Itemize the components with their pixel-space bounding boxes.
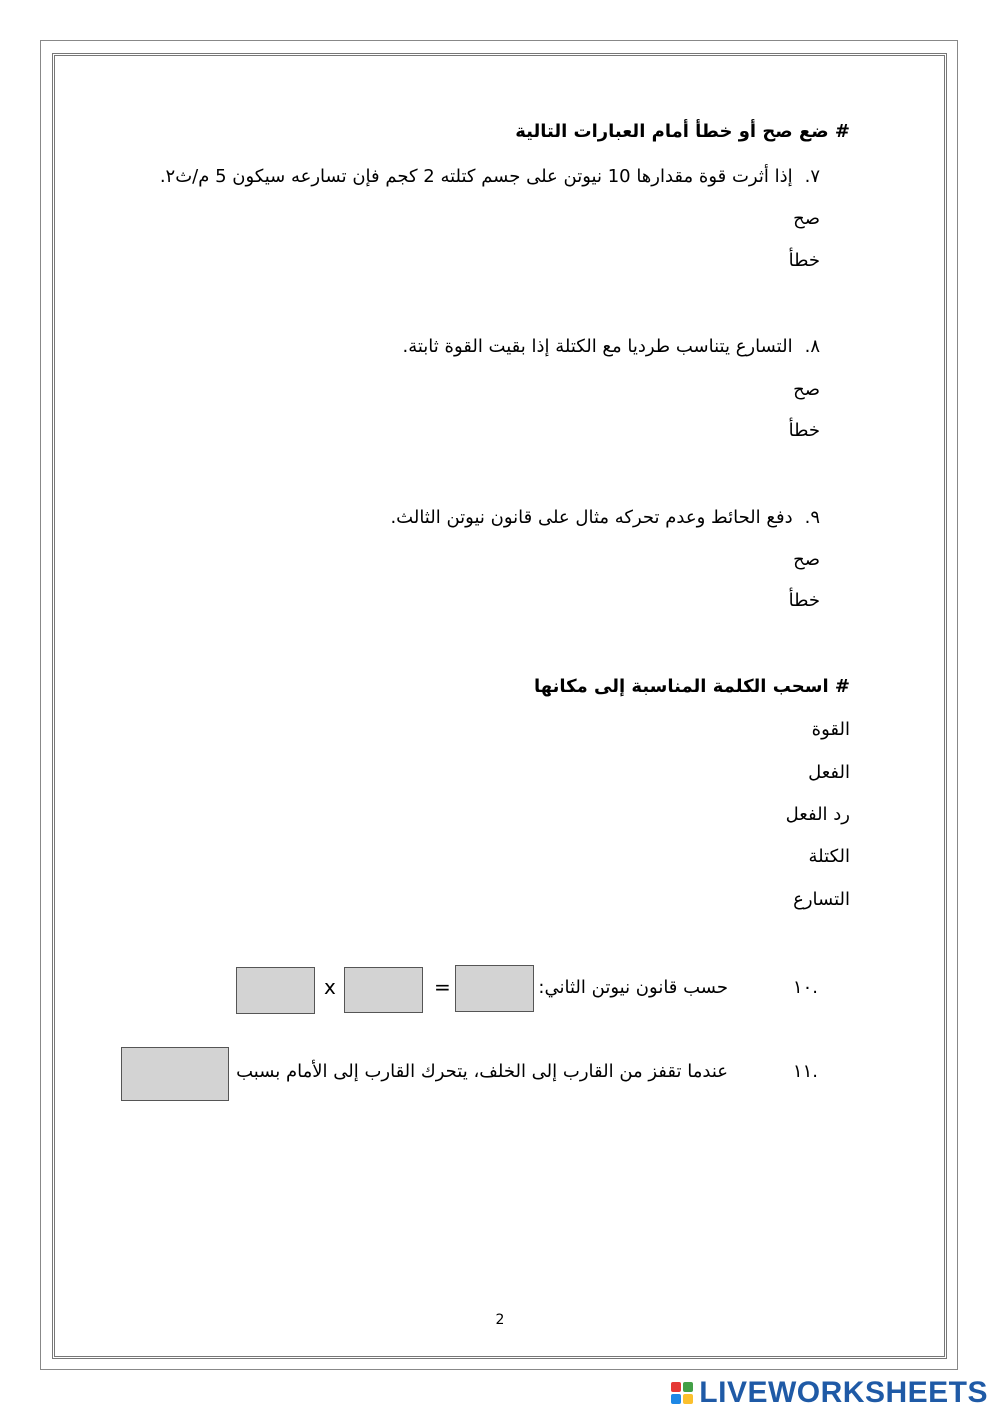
drag-word-reaction[interactable]: رد الفعل	[785, 804, 850, 825]
logo-square-yellow	[683, 1394, 693, 1404]
drag-word-action[interactable]: الفعل	[808, 762, 850, 783]
question-7-number: ٧.	[804, 166, 820, 187]
liveworksheets-brand[interactable]	[671, 1376, 988, 1410]
section1-heading: # ضع صح أو خطأ أمام العبارات التالية	[515, 121, 850, 142]
question-11-text: عندما تقفز من القارب إلى الخلف، يتحرك القارب إلى الأمام بسبب	[236, 1061, 728, 1082]
option-false-9[interactable]: خطأ	[788, 590, 820, 611]
question-8-text: التسارع يتناسب طرديا مع الكتلة إذا بقيت القوة ثابتة.	[402, 336, 793, 357]
question-8	[402, 336, 820, 357]
drag-word-acceleration[interactable]: التسارع	[793, 889, 850, 910]
option-true-8[interactable]: صح	[793, 379, 820, 400]
equals-sign: =	[434, 975, 451, 999]
drop-box-acceleration[interactable]	[236, 967, 315, 1014]
section2-heading: # اسحب الكلمة المناسبة إلى مكانها	[533, 676, 850, 697]
drag-word-force[interactable]: القوة	[811, 719, 850, 740]
drop-box-reason[interactable]	[121, 1047, 229, 1101]
logo-square-green	[683, 1382, 693, 1392]
option-true-9[interactable]: صح	[793, 549, 820, 570]
drop-box-mass[interactable]	[344, 967, 423, 1013]
page-number: 2	[495, 1312, 505, 1328]
question-9-text: دفع الحائط وعدم تحركه مثال على قانون نيوتن الثالث.	[390, 507, 793, 528]
times-sign: x	[324, 975, 336, 999]
liveworksheets-text: LIVEWORKSHEETS	[699, 1376, 988, 1409]
option-true-7[interactable]: صح	[793, 208, 820, 229]
question-10-text: حسب قانون نيوتن الثاني:	[538, 977, 728, 998]
question-7-text: إذا أثرت قوة مقدارها 10 نيوتن على جسم كتلته 2 كجم فإن تسارعه سيكون 5 م/ث٢.	[159, 166, 793, 187]
question-10-number: .١٠	[792, 977, 818, 998]
question-8-number: ٨.	[804, 336, 820, 357]
question-9-number: ٩.	[804, 507, 820, 528]
logo-square-blue	[671, 1394, 681, 1404]
drop-box-force[interactable]	[455, 965, 534, 1012]
option-false-8[interactable]: خطأ	[788, 420, 820, 441]
question-7	[160, 166, 820, 187]
page-border-inner	[52, 53, 947, 1359]
logo-square-red	[671, 1382, 681, 1392]
question-9	[390, 507, 820, 528]
option-false-7[interactable]: خطأ	[788, 250, 820, 271]
question-11-number: .١١	[792, 1061, 818, 1082]
liveworksheets-logo-icon	[671, 1382, 693, 1404]
drag-word-mass[interactable]: الكتلة	[808, 846, 850, 867]
